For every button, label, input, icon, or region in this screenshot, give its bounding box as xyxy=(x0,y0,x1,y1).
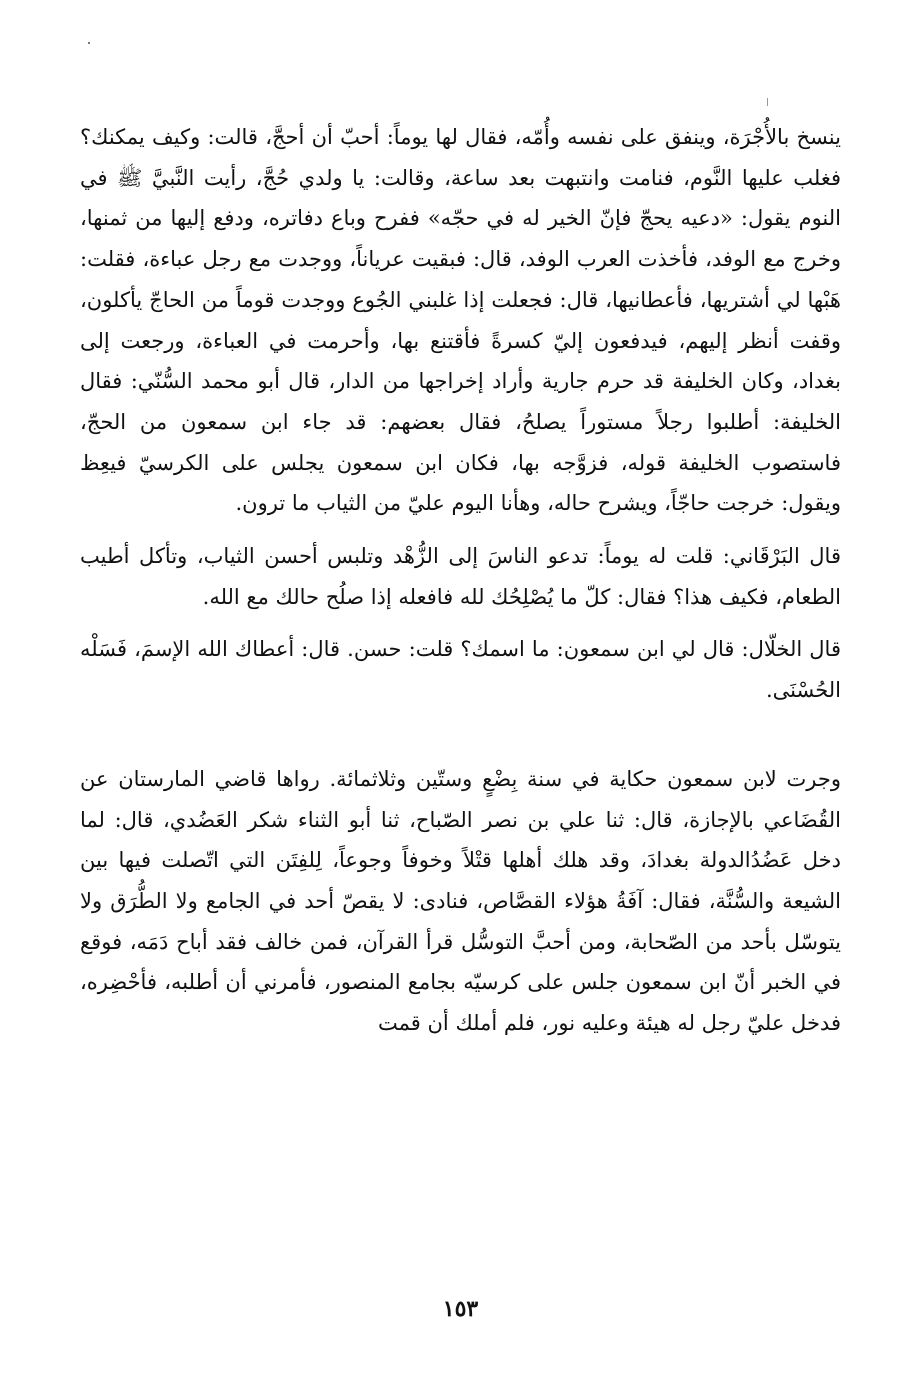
scan-speck xyxy=(767,98,768,106)
scan-speck xyxy=(88,42,90,44)
body-text xyxy=(80,117,841,1044)
paragraph-2: قال البَرْقَاني: قلت له يوماً: تدعو الناسَ إلى الزُّهْد وتلبس أحسن الثياب، وتأكل أطيب الطعام، فكيف هذا؟ فقال: كلّ ما يُصْلِحُك لله فافعله إذا صلُح حالك مع الله. xyxy=(80,544,841,609)
paragraph-4: وجرت لابن سمعون حكاية في سنة بِضْعٍ وستّين وثلاثمائة. رواها قاضي المارستان عن القُضَاعي بالإجازة، قال: ثنا علي بن نصر الصّباح، ثنا أبو الثناء شكر العَضُدي، قال: لما دخل عَضُدُالدولة بغدادَ، وقد هلك أهلها قتْلاً وخوفاً وجوعاً، لِلفِتَن التي اتّصلت فيها بين الشيعة والسُّنَّة، فقال: آفَةُ هؤلاء القصَّاص، فنادى: لا يقصّ أحد في الجامع ولا الطُّرَق ولا يتوسّل بأحد من الصّحابة، ومن أحبَّ التوسُّل قرأ القرآن، فمن خالف فقد أباح دَمَه، فوقع في الخبر أنّ ابن سمعون جلس على كرسيّه بجامع المنصور، فأمرني أن أطلبه، فأحْضِره، فدخل عليّ رجل له هيئة وعليه نور، فلم أملك أن قمت xyxy=(80,766,841,1036)
paragraph-1: ينسخ بالأُجْرَة، وينفق على نفسه وأُمّه، فقال لها يوماً: أحبّ أن أحجَّ، قالت: وكيف يمكنك؟ فغلب عليها النَّوم، فنامت وانتبهت بعد ساعة، وقالت: يا ولدي حُجَّ، رأيت النَّبيَّ ﷺ في النوم يقول: «دعيه يحجّ فإنّ الخير له في حجّه» ففرح وباع دفاتره، ودفع إليها من ثمنها، وخرج مع الوفد، فأخذت العرب الوفد، قال: فبقيت عرياناً، ووجدت مع رجل عباءة، فقلت: هَبْها لي أشتريها، فأعطانيها، قال: فجعلت إذا غلبني الجُوع ووجدت قوماً من الحاجّ يأكلون، وقفت أنظر إليهم، فيدفعون إليّ كسرةً فأقتنع بها، وأحرمت في العباءة، ورجعت إلى بغداد، وكان الخليفة قد حرم جارية وأراد إخراجها من الدار، قال أبو محمد السُّنّي: فقال الخليفة: أطلبوا رجلاً مستوراً يصلحُ، فقال بعضهم: قد جاء ابن سمعون من الحجّ، فاستصوب الخليفة قوله، فزوَّجه بها، فكان ابن سمعون يجلس على الكرسيّ فيعِظ ويقول: خرجت حاجّاً، ويشرح حاله، وهأنا اليوم عليّ من الثياب ما ترون. xyxy=(80,125,841,516)
page-number: ١٥٣ xyxy=(442,1296,479,1322)
paragraph-3: قال الخلّال: قال لي ابن سمعون: ما اسمك؟ قلت: حسن. قال: أعطاك الله الإسمَ، فَسَلْه الحُسْنَى. xyxy=(80,637,841,703)
